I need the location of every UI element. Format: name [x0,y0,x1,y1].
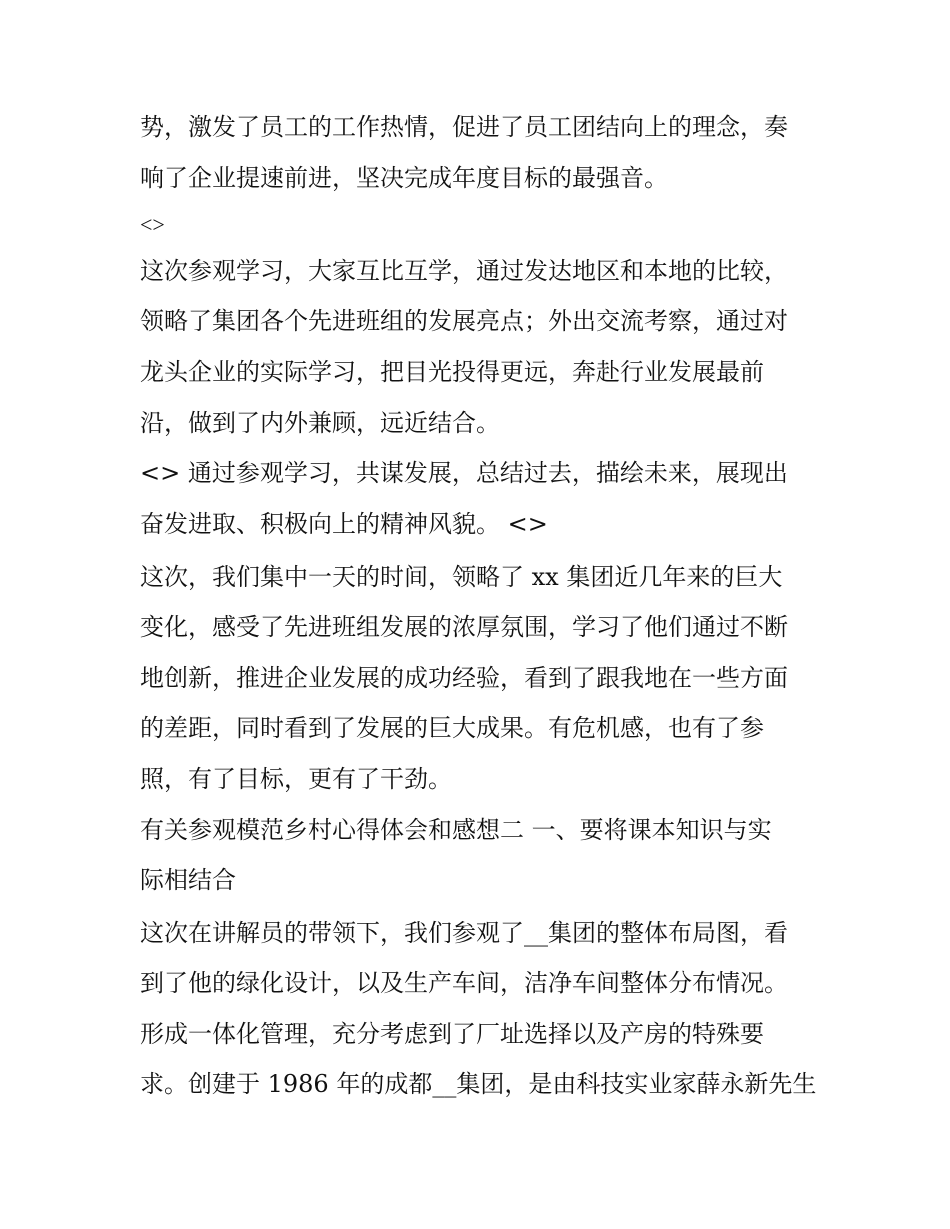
text-line: <> 通过参观学习，共谋发展，总结过去，描绘未来，展现出 [140,459,788,487]
text-line: 这次，我们集中一天的时间，领略了 xx 集团近几年来的巨大 [140,563,783,591]
text-line: 照，有了目标，更有了干劲。 [140,765,452,793]
text-line: 这次在讲解员的带领下，我们参观了__集团的整体布局图，看 [140,919,788,947]
text-line: 奋发进取、积极向上的精神风貌。 <> [140,510,548,538]
text-line: 龙头企业的实际学习，把目光投得更远，奔赴行业发展最前 [140,358,764,386]
text-line: 形成一体化管理，充分考虑到了厂址选择以及产房的特殊要 [140,1020,764,1048]
text-line: 沿，做到了内外兼顾，远近结合。 [140,409,500,437]
section-heading: 际相结合 [140,866,236,894]
text-line: 势，激发了员工的工作热情，促进了员工团结向上的理念，奏 [140,113,788,141]
text-line: <> [140,212,165,237]
text-line: 的差距，同时看到了发展的巨大成果。有危机感，也有了参 [140,714,764,742]
section-heading: 有关参观模范乡村心得体会和感想二 一、要将课本知识与实 [140,816,772,844]
text-line: 领略了集团各个先进班组的发展亮点；外出交流考察，通过对 [140,307,788,335]
text-line: 响了企业提速前进，坚决完成年度目标的最强音。 [140,164,668,192]
text-line: 这次参观学习，大家互比互学，通过发达地区和本地的比较， [140,257,788,285]
text-line: 到了他的绿化设计，以及生产车间，洁净车间整体分布情况。 [140,969,788,997]
text-line: 地创新，推进企业发展的成功经验，看到了跟我地在一些方面 [140,664,788,692]
text-line: 变化，感受了先进班组发展的浓厚氛围，学习了他们通过不断 [140,613,788,641]
text-line: 求。创建于 1986 年的成都__集团，是由科技实业家薛永新先生 [140,1070,817,1098]
